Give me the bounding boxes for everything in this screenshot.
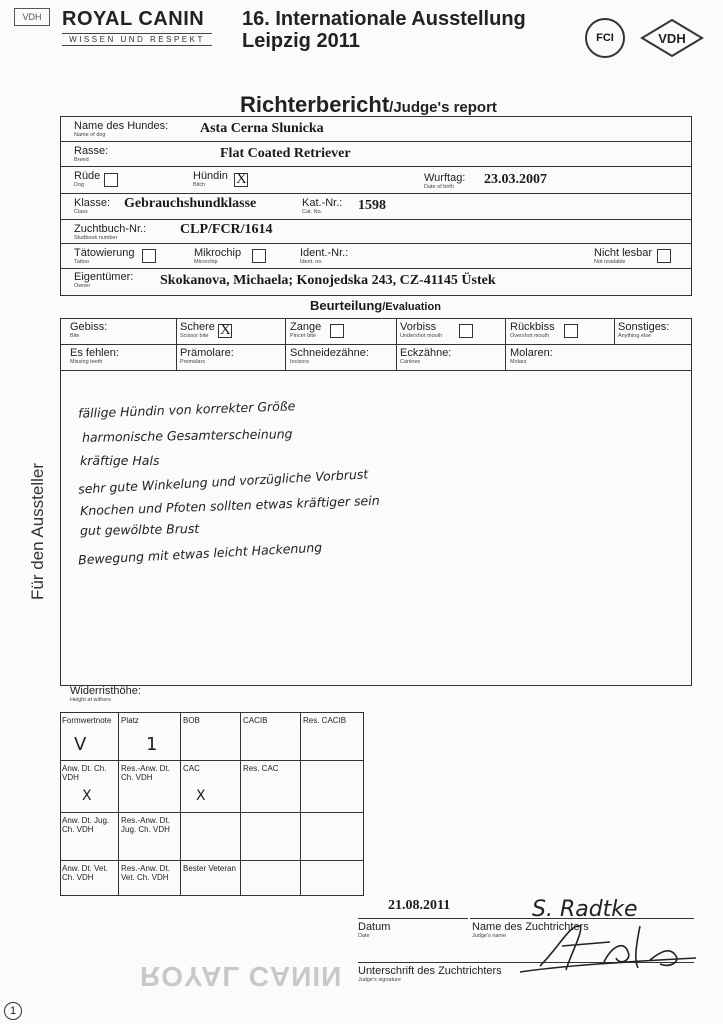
grid-header: CAC xyxy=(183,764,200,773)
show-title-line1: 16. Internationale Ausstellung xyxy=(242,8,526,30)
tattoo-checkbox[interactable] xyxy=(142,249,156,263)
owner-value: Skokanova, Michaela; Konojedska 243, CZ-41145 Üstek xyxy=(160,273,496,288)
judge-signature xyxy=(500,916,700,976)
date-label: Datum Date xyxy=(358,921,391,939)
grade-mark: V xyxy=(74,734,87,755)
catno-value: 1598 xyxy=(358,198,386,213)
studbook-label: Zuchtbuch-Nr.: Studbook number xyxy=(74,223,147,241)
vdh-champion-mark: X xyxy=(82,788,92,804)
grid-header: Platz xyxy=(121,716,139,725)
brand-name: ROYAL CANIN xyxy=(62,8,205,30)
grid-header: BOB xyxy=(183,716,200,725)
unreadable-checkbox[interactable] xyxy=(657,249,671,263)
grid-header: Anw. Dt. Vet. Ch. VDH xyxy=(62,864,108,882)
handwritten-line: sehr gute Winkelung und vorzügliche Vorbrust xyxy=(77,466,369,497)
breed-label: Rasse: Breed xyxy=(74,145,109,163)
studbook-value: CLP/FCR/1614 xyxy=(180,222,273,237)
judge-name-label: Name des Zuchtrichters Judge's name xyxy=(472,921,589,939)
signature-label: Unterschrift des Zuchtrichters Judge's signature xyxy=(358,965,502,983)
place-mark: 1 xyxy=(146,734,158,755)
cac-mark: X xyxy=(196,788,206,804)
grid-header: Res.-Anw. Dt. Jug. Ch. VDH xyxy=(121,816,170,834)
catno-label: Kat.-Nr.: Cat. No. xyxy=(302,197,343,215)
handwritten-line: Bewegung mit etwas leicht Hackenung xyxy=(77,539,323,568)
handwritten-line: gut gewölbte Brust xyxy=(79,520,200,539)
vdh-logo xyxy=(640,18,704,58)
report-date: 21.08.2011 xyxy=(388,898,451,913)
grid-header: Bester Veteran xyxy=(183,864,236,873)
handwritten-line: Knochen und Pfoten sollten etwas kräftiger sein xyxy=(79,492,380,519)
overshot-checkbox[interactable] xyxy=(564,324,578,338)
royal-canin-logo xyxy=(62,8,212,46)
tattoo-label: Tätowierung Tattoo xyxy=(74,247,135,265)
owner-label: Eigentümer: Owner xyxy=(74,271,134,289)
dog-name-label: Name des Hundes: Name of dog xyxy=(74,120,169,138)
page-title-de: Richterbericht xyxy=(240,92,390,117)
evaluation-title: Beurteilung/Evaluation xyxy=(310,298,441,313)
vdh-corner-tag: VDH xyxy=(14,8,50,26)
male-checkbox[interactable] xyxy=(104,173,118,187)
microchip-label: Mikrochip Microchip xyxy=(194,247,242,265)
female-label: Hündin Bitch xyxy=(193,170,228,188)
grid-header: Res.-Anw. Dt. Ch. VDH xyxy=(121,764,170,782)
ident-label: Ident.-Nr.: Ident. no. xyxy=(300,247,349,265)
premolars-label: Prämolare: Premolars xyxy=(180,347,234,365)
female-checkbox[interactable] xyxy=(234,173,248,187)
show-title-line2: Leipzig 2011 xyxy=(242,30,360,52)
bleed-through-text xyxy=(370,700,700,880)
overshot-label: Rückbiss Overshot mouth xyxy=(510,321,555,339)
handwritten-line: fällige Hündin von korrekter Größe xyxy=(77,398,296,421)
molars-label: Molaren: Molars xyxy=(510,347,553,365)
undershot-checkbox[interactable] xyxy=(459,324,473,338)
pincer-bite-checkbox[interactable] xyxy=(330,324,344,338)
pincer-bite-label: Zange Pincer bite xyxy=(290,321,322,339)
page-title-en: /Judge's report xyxy=(389,99,497,116)
svg-text:S. Radtke: S. Radtke xyxy=(532,897,638,922)
handwritten-line: kräftige Hals xyxy=(80,453,160,468)
class-label: Klasse: Class xyxy=(74,197,111,215)
page-number: 1 xyxy=(4,1002,22,1020)
canines-label: Eckzähne: Canines xyxy=(400,347,452,365)
dog-name-value: Asta Cerna Slunicka xyxy=(200,121,324,136)
grid-header: Anw. Dt. Jug. Ch. VDH xyxy=(62,816,110,834)
bleed-through-logo: ROYAL CANIN xyxy=(140,961,343,992)
grid-header: Anw. Dt. Ch. VDH xyxy=(62,764,107,782)
handwritten-line: harmonische Gesamterscheinung xyxy=(81,426,293,445)
height-label: Widerristhöhe: Height at withers xyxy=(70,685,141,703)
dob-value: 23.03.2007 xyxy=(484,172,547,187)
grid-header: CACIB xyxy=(243,716,268,725)
missing-teeth-label: Es fehlen: Missing teeth xyxy=(70,347,119,365)
bite-label: Gebiss: Bite xyxy=(70,321,108,339)
dob-label: Wurftag: Date of birth xyxy=(424,172,466,190)
grid-header: Res. CACIB xyxy=(303,716,347,725)
undershot-label: Vorbiss Undershot mouth xyxy=(400,321,443,339)
scissor-bite-label: Schere Scissor bite xyxy=(180,321,215,339)
class-value: Gebrauchshundklasse xyxy=(124,196,257,211)
show-title xyxy=(242,8,526,52)
grid-header: Res. CAC xyxy=(243,764,279,773)
male-label: Rüde Dog xyxy=(74,170,101,188)
page-title xyxy=(240,92,497,118)
brand-tagline: WISSEN UND RESPEKT xyxy=(62,33,212,46)
breed-value: Flat Coated Retriever xyxy=(220,146,351,161)
fci-logo: FCI xyxy=(585,18,625,58)
incisors-label: Schneidezähne: Incisors xyxy=(290,347,369,365)
grid-header: Res.-Anw. Dt. Vet. Ch. VDH xyxy=(121,864,170,882)
scissor-bite-checkbox[interactable] xyxy=(218,324,232,338)
unreadable-label: Nicht lesbar Not readable xyxy=(594,247,653,265)
grid-header: Formwertnote xyxy=(62,716,112,725)
microchip-checkbox[interactable] xyxy=(252,249,266,263)
exhibitor-side-label: Für den Aussteller xyxy=(28,462,47,600)
other-label: Sonstiges: Anything else xyxy=(618,321,670,339)
svg-text:VDH: VDH xyxy=(658,31,686,46)
